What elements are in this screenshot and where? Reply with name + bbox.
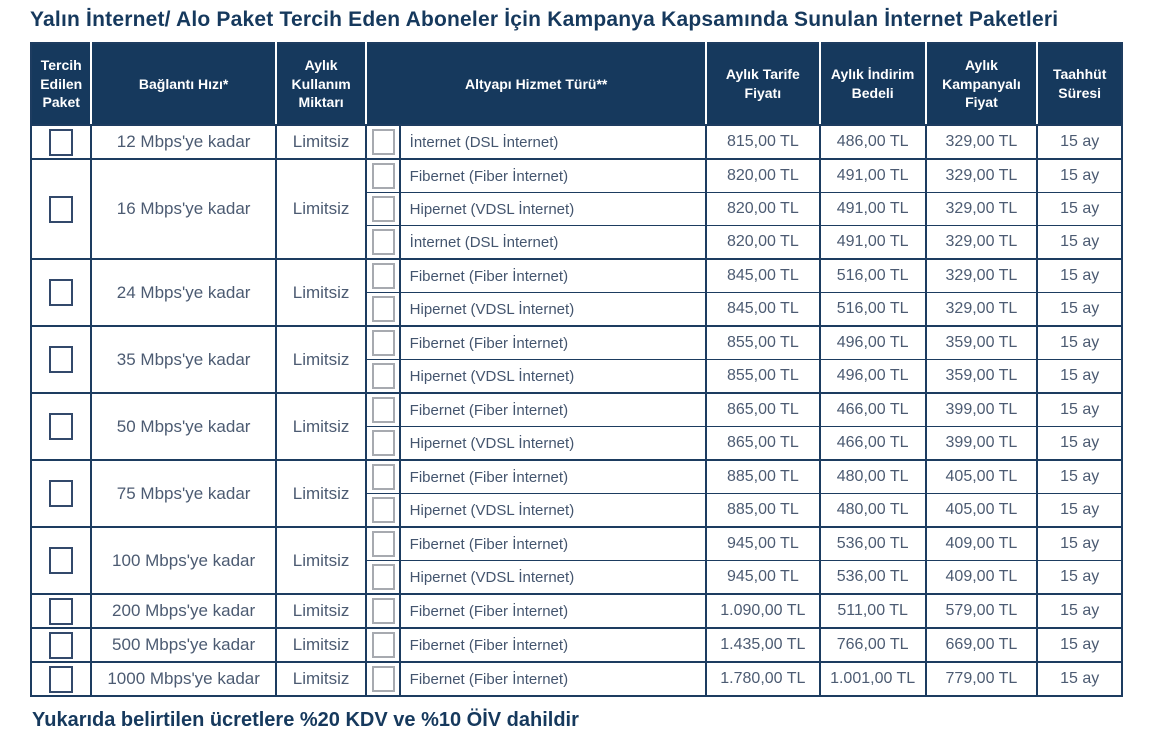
service-select-cell	[366, 193, 399, 226]
campaign-price-cell: 669,00 TL	[926, 628, 1038, 662]
service-name-cell: Fibernet (Fiber İnternet)	[400, 460, 706, 494]
service-select-checkbox[interactable]	[372, 129, 395, 155]
service-name-cell: Hipernet (VDSL İnternet)	[400, 360, 706, 394]
commitment-period-cell: 15 ay	[1037, 125, 1122, 159]
tariff-price-cell: 845,00 TL	[706, 293, 820, 327]
tariff-price-cell: 885,00 TL	[706, 460, 820, 494]
tariff-price-cell: 1.435,00 TL	[706, 628, 820, 662]
package-select-cell	[31, 125, 91, 159]
service-name-cell: Fibernet (Fiber İnternet)	[400, 393, 706, 427]
packages-table-body	[31, 125, 1122, 696]
service-name-cell: Fibernet (Fiber İnternet)	[400, 326, 706, 360]
table-row	[31, 125, 1122, 159]
discount-amount-cell: 480,00 TL	[820, 494, 926, 528]
service-select-cell	[366, 594, 399, 628]
service-select-checkbox[interactable]	[372, 397, 395, 423]
service-select-checkbox[interactable]	[372, 666, 395, 692]
commitment-period-cell: 15 ay	[1037, 360, 1122, 394]
service-select-cell	[366, 561, 399, 595]
service-name-cell: Hipernet (VDSL İnternet)	[400, 293, 706, 327]
tariff-price-cell: 820,00 TL	[706, 193, 820, 226]
discount-amount-cell: 480,00 TL	[820, 460, 926, 494]
package-select-cell	[31, 159, 91, 259]
service-name-cell: Hipernet (VDSL İnternet)	[400, 427, 706, 461]
commitment-period-cell: 15 ay	[1037, 293, 1122, 327]
campaign-price-cell: 329,00 TL	[926, 125, 1038, 159]
speed-cell: 75 Mbps'ye kadar	[91, 460, 275, 527]
campaign-price-cell: 329,00 TL	[926, 193, 1038, 226]
discount-amount-cell: 516,00 TL	[820, 259, 926, 293]
tariff-price-cell: 845,00 TL	[706, 259, 820, 293]
commitment-period-cell: 15 ay	[1037, 226, 1122, 260]
service-name-cell: Hipernet (VDSL İnternet)	[400, 193, 706, 226]
commitment-period-cell: 15 ay	[1037, 628, 1122, 662]
service-name-cell: İnternet (DSL İnternet)	[400, 125, 706, 159]
service-select-cell	[366, 125, 399, 159]
package-select-checkbox[interactable]	[49, 480, 73, 507]
commitment-period-cell: 15 ay	[1037, 527, 1122, 561]
service-name-cell: Fibernet (Fiber İnternet)	[400, 594, 706, 628]
table-row	[31, 594, 1122, 628]
page-title: Yalın İnternet/ Alo Paket Tercih Eden Aboneler İçin Kampanya Kapsamında Sunulan İnternet Paketleri	[30, 8, 1059, 31]
tariff-price-cell: 820,00 TL	[706, 159, 820, 193]
col-header-connection-speed: Bağlantı Hızı*	[91, 43, 275, 125]
service-select-cell	[366, 293, 399, 327]
commitment-period-cell: 15 ay	[1037, 393, 1122, 427]
discount-amount-cell: 466,00 TL	[820, 393, 926, 427]
commitment-period-cell: 15 ay	[1037, 193, 1122, 226]
table-row	[31, 259, 1122, 293]
tariff-price-cell: 820,00 TL	[706, 226, 820, 260]
usage-cell: Limitsiz	[276, 326, 367, 393]
discount-amount-cell: 516,00 TL	[820, 293, 926, 327]
service-select-checkbox[interactable]	[372, 296, 395, 322]
service-select-checkbox[interactable]	[372, 564, 395, 590]
service-select-checkbox[interactable]	[372, 531, 395, 557]
table-row	[31, 460, 1122, 494]
usage-cell: Limitsiz	[276, 527, 367, 594]
commitment-period-cell: 15 ay	[1037, 326, 1122, 360]
discount-amount-cell: 491,00 TL	[820, 193, 926, 226]
campaign-price-cell: 329,00 TL	[926, 226, 1038, 260]
speed-cell: 500 Mbps'ye kadar	[91, 628, 275, 662]
service-select-cell	[366, 326, 399, 360]
speed-cell: 100 Mbps'ye kadar	[91, 527, 275, 594]
service-name-cell: Fibernet (Fiber İnternet)	[400, 159, 706, 193]
commitment-period-cell: 15 ay	[1037, 662, 1122, 696]
service-select-cell	[366, 527, 399, 561]
col-header-monthly-discount: Aylık İndirim Bedeli	[820, 43, 926, 125]
tariff-price-cell: 855,00 TL	[706, 360, 820, 394]
package-select-cell	[31, 326, 91, 393]
discount-amount-cell: 1.001,00 TL	[820, 662, 926, 696]
tariff-price-cell: 885,00 TL	[706, 494, 820, 528]
service-select-cell	[366, 494, 399, 528]
commitment-period-cell: 15 ay	[1037, 594, 1122, 628]
speed-cell: 200 Mbps'ye kadar	[91, 594, 275, 628]
service-select-checkbox[interactable]	[372, 330, 395, 356]
commitment-period-cell: 15 ay	[1037, 561, 1122, 595]
tariff-price-cell: 1.090,00 TL	[706, 594, 820, 628]
package-select-cell	[31, 594, 91, 628]
package-select-checkbox[interactable]	[49, 666, 73, 693]
speed-cell: 16 Mbps'ye kadar	[91, 159, 275, 259]
service-select-cell	[366, 259, 399, 293]
service-select-cell	[366, 226, 399, 260]
service-select-checkbox[interactable]	[372, 196, 395, 222]
campaign-price-cell: 329,00 TL	[926, 259, 1038, 293]
tariff-price-cell: 1.780,00 TL	[706, 662, 820, 696]
service-select-cell	[366, 393, 399, 427]
service-select-cell	[366, 159, 399, 193]
table-row	[31, 159, 1122, 193]
col-header-selected-package: Tercih Edilen Paket	[31, 43, 91, 125]
discount-amount-cell: 511,00 TL	[820, 594, 926, 628]
package-select-cell	[31, 662, 91, 696]
service-select-cell	[366, 427, 399, 461]
discount-amount-cell: 496,00 TL	[820, 326, 926, 360]
tariff-price-cell: 815,00 TL	[706, 125, 820, 159]
table-row	[31, 393, 1122, 427]
campaign-price-cell: 579,00 TL	[926, 594, 1038, 628]
service-select-checkbox[interactable]	[372, 497, 395, 523]
service-name-cell: Fibernet (Fiber İnternet)	[400, 662, 706, 696]
header-row	[31, 43, 1122, 125]
usage-cell: Limitsiz	[276, 594, 367, 628]
service-name-cell: Hipernet (VDSL İnternet)	[400, 494, 706, 528]
service-select-cell	[366, 628, 399, 662]
package-select-checkbox[interactable]	[49, 547, 73, 574]
discount-amount-cell: 766,00 TL	[820, 628, 926, 662]
discount-amount-cell: 496,00 TL	[820, 360, 926, 394]
campaign-price-cell: 329,00 TL	[926, 293, 1038, 327]
tariff-price-cell: 865,00 TL	[706, 427, 820, 461]
package-select-checkbox[interactable]	[49, 413, 73, 440]
service-select-checkbox[interactable]	[372, 263, 395, 289]
usage-cell: Limitsiz	[276, 259, 367, 326]
discount-amount-cell: 536,00 TL	[820, 561, 926, 595]
service-name-cell: İnternet (DSL İnternet)	[400, 226, 706, 260]
campaign-price-cell: 405,00 TL	[926, 460, 1038, 494]
service-select-cell	[366, 662, 399, 696]
col-header-monthly-usage: Aylık Kullanım Miktarı	[276, 43, 367, 125]
discount-amount-cell: 466,00 TL	[820, 427, 926, 461]
service-select-checkbox[interactable]	[372, 632, 395, 658]
table-row	[31, 628, 1122, 662]
col-header-commitment-period: Taahhüt Süresi	[1037, 43, 1122, 125]
campaign-price-cell: 409,00 TL	[926, 561, 1038, 595]
table-row	[31, 326, 1122, 360]
usage-cell: Limitsiz	[276, 159, 367, 259]
service-select-checkbox[interactable]	[372, 464, 395, 490]
commitment-period-cell: 15 ay	[1037, 159, 1122, 193]
campaign-price-cell: 405,00 TL	[926, 494, 1038, 528]
campaign-price-cell: 329,00 TL	[926, 159, 1038, 193]
package-select-checkbox[interactable]	[49, 598, 73, 625]
usage-cell: Limitsiz	[276, 662, 367, 696]
tariff-price-cell: 945,00 TL	[706, 561, 820, 595]
speed-cell: 35 Mbps'ye kadar	[91, 326, 275, 393]
col-header-infrastructure-service: Altyapı Hizmet Türü**	[366, 43, 705, 125]
commitment-period-cell: 15 ay	[1037, 494, 1122, 528]
tax-note: Yukarıda belirtilen ücretlere %20 KDV ve %10 ÖİV dahildir	[32, 709, 579, 731]
usage-cell: Limitsiz	[276, 393, 367, 460]
package-select-checkbox[interactable]	[49, 346, 73, 373]
package-select-checkbox[interactable]	[49, 279, 73, 306]
col-header-monthly-tariff-price: Aylık Tarife Fiyatı	[706, 43, 820, 125]
package-select-checkbox[interactable]	[49, 129, 73, 156]
speed-cell: 1000 Mbps'ye kadar	[91, 662, 275, 696]
service-name-cell: Hipernet (VDSL İnternet)	[400, 561, 706, 595]
col-header-monthly-campaign-price: Aylık Kampanyalı Fiyat	[926, 43, 1038, 125]
service-select-checkbox[interactable]	[372, 363, 395, 389]
service-select-checkbox[interactable]	[372, 430, 395, 456]
packages-table	[30, 42, 1123, 697]
package-select-cell	[31, 259, 91, 326]
package-select-cell	[31, 527, 91, 594]
service-name-cell: Fibernet (Fiber İnternet)	[400, 259, 706, 293]
usage-cell: Limitsiz	[276, 460, 367, 527]
table-row	[31, 527, 1122, 561]
discount-amount-cell: 491,00 TL	[820, 159, 926, 193]
package-select-cell	[31, 393, 91, 460]
service-select-cell	[366, 360, 399, 394]
campaign-price-cell: 359,00 TL	[926, 326, 1038, 360]
service-select-checkbox[interactable]	[372, 229, 395, 255]
discount-amount-cell: 486,00 TL	[820, 125, 926, 159]
campaign-price-cell: 399,00 TL	[926, 393, 1038, 427]
package-select-checkbox[interactable]	[49, 632, 73, 659]
commitment-period-cell: 15 ay	[1037, 259, 1122, 293]
speed-cell: 24 Mbps'ye kadar	[91, 259, 275, 326]
commitment-period-cell: 15 ay	[1037, 427, 1122, 461]
package-select-cell	[31, 460, 91, 527]
tariff-price-cell: 945,00 TL	[706, 527, 820, 561]
discount-amount-cell: 491,00 TL	[820, 226, 926, 260]
campaign-price-cell: 359,00 TL	[926, 360, 1038, 394]
speed-cell: 12 Mbps'ye kadar	[91, 125, 275, 159]
service-select-cell	[366, 460, 399, 494]
service-select-checkbox[interactable]	[372, 598, 395, 624]
package-select-cell	[31, 628, 91, 662]
speed-cell: 50 Mbps'ye kadar	[91, 393, 275, 460]
campaign-price-cell: 399,00 TL	[926, 427, 1038, 461]
service-name-cell: Fibernet (Fiber İnternet)	[400, 527, 706, 561]
tariff-price-cell: 855,00 TL	[706, 326, 820, 360]
usage-cell: Limitsiz	[276, 125, 367, 159]
tariff-price-cell: 865,00 TL	[706, 393, 820, 427]
discount-amount-cell: 536,00 TL	[820, 527, 926, 561]
usage-cell: Limitsiz	[276, 628, 367, 662]
commitment-period-cell: 15 ay	[1037, 460, 1122, 494]
table-row	[31, 662, 1122, 696]
package-select-checkbox[interactable]	[49, 196, 73, 223]
service-select-checkbox[interactable]	[372, 163, 395, 189]
campaign-price-cell: 779,00 TL	[926, 662, 1038, 696]
service-name-cell: Fibernet (Fiber İnternet)	[400, 628, 706, 662]
campaign-price-cell: 409,00 TL	[926, 527, 1038, 561]
